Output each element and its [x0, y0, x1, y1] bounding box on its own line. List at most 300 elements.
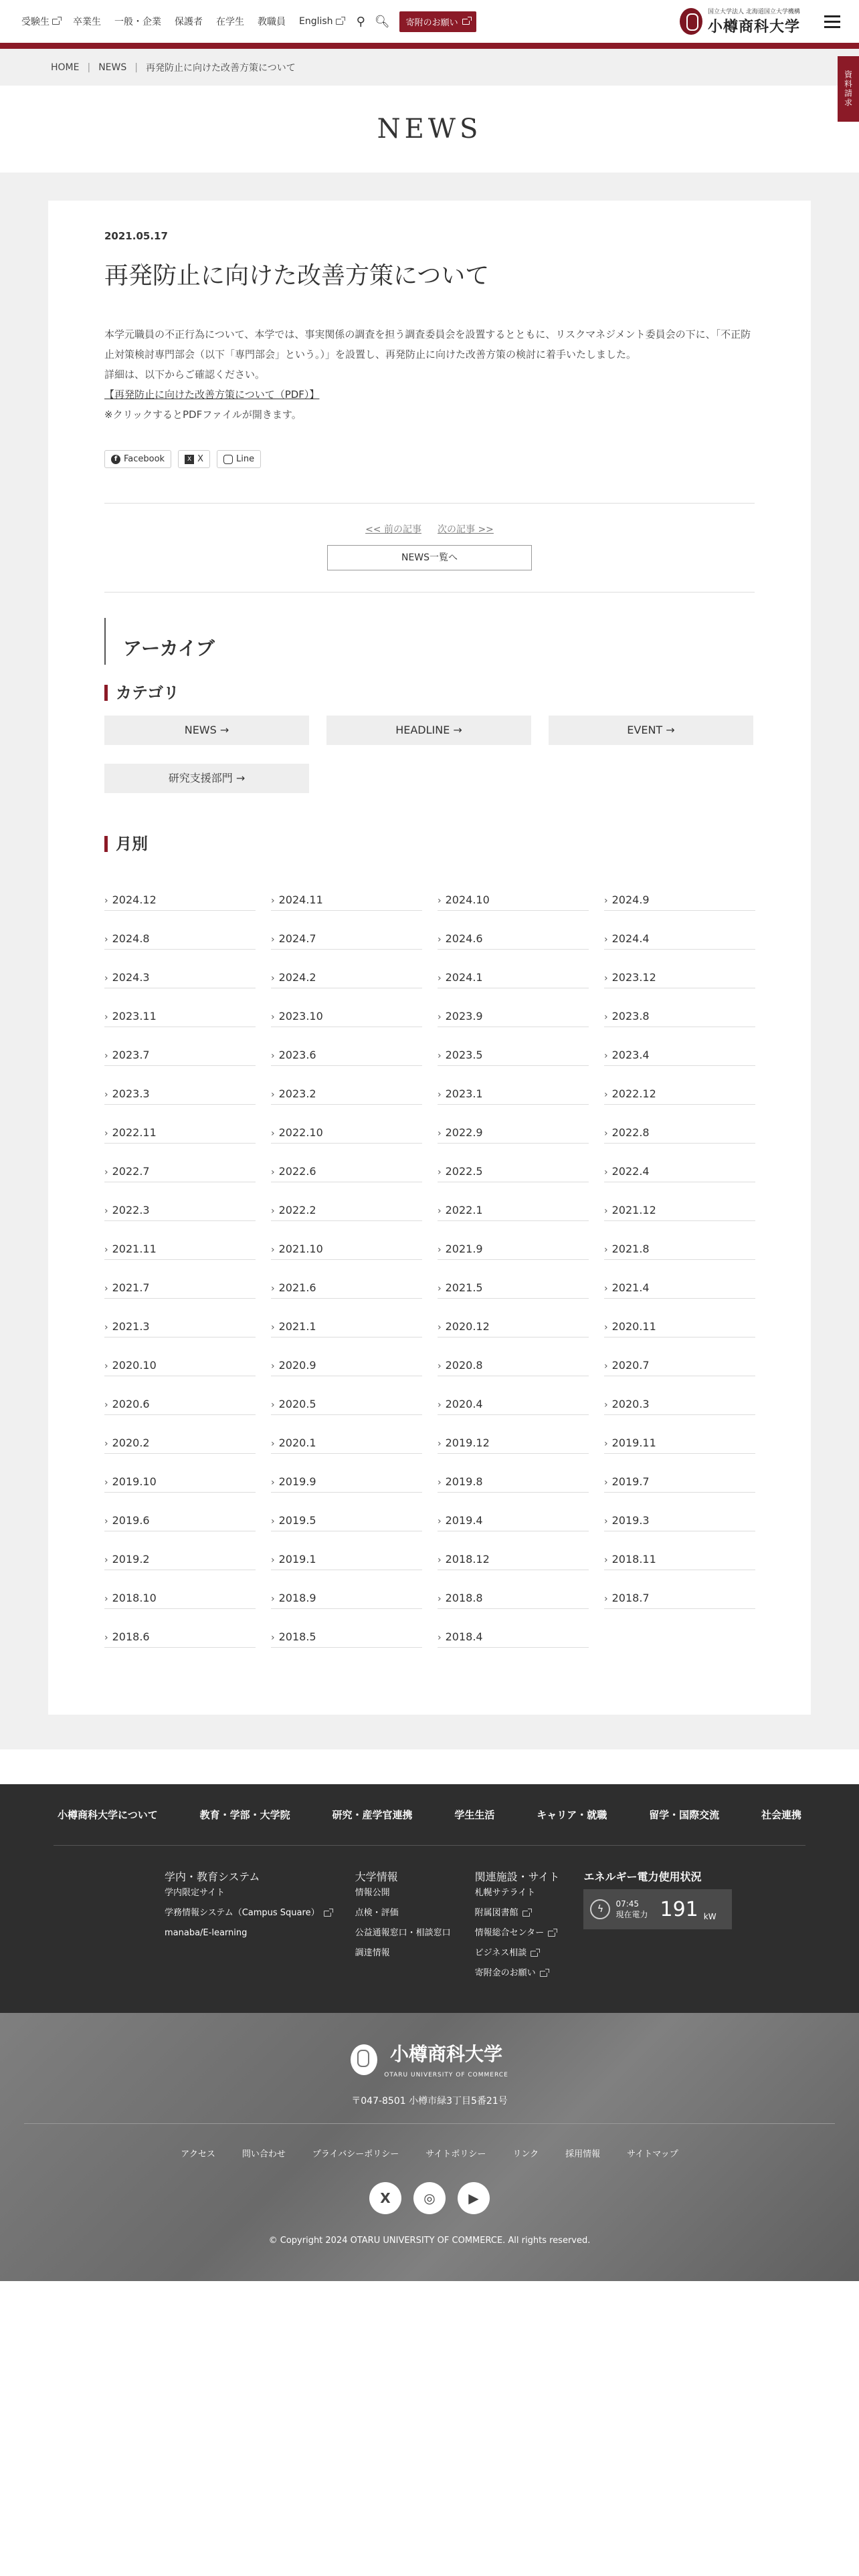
- month-label: 2020.9: [278, 1359, 316, 1372]
- chevron-right-icon: ›: [104, 1516, 108, 1527]
- month-label: 2021.11: [112, 1243, 157, 1255]
- month-link[interactable]: [604, 1531, 755, 1570]
- month-label: 2018.5: [278, 1630, 316, 1643]
- chevron-right-icon: ›: [104, 1322, 108, 1333]
- share-facebook-button[interactable]: [104, 450, 171, 468]
- month-label: 2021.8: [611, 1243, 650, 1255]
- month-link[interactable]: [104, 1531, 256, 1570]
- month-label: 2019.3: [611, 1514, 650, 1527]
- footer-link-label: 学務情報システム（Campus Square）: [165, 1908, 320, 1918]
- month-link[interactable]: [604, 1299, 755, 1337]
- month-label: 2023.6: [278, 1049, 316, 1061]
- footer-link[interactable]: [355, 1888, 451, 1899]
- month-link[interactable]: [104, 1609, 256, 1648]
- nav-item-2[interactable]: [114, 15, 161, 28]
- donate-label: 寄附のお願い: [405, 17, 458, 28]
- month-label: 2019.11: [611, 1436, 656, 1449]
- chevron-right-icon: ›: [104, 1012, 108, 1023]
- month-link[interactable]: [271, 1531, 422, 1570]
- month-link[interactable]: [104, 1493, 256, 1531]
- month-link[interactable]: [104, 1182, 256, 1221]
- month-label: 2021.10: [278, 1243, 323, 1255]
- request-materials-tab[interactable]: 資料請求: [838, 56, 859, 122]
- month-link[interactable]: [271, 872, 422, 911]
- month-label: 2024.10: [445, 893, 490, 906]
- donate-button[interactable]: [399, 11, 476, 32]
- month-label: 2020.8: [445, 1359, 483, 1372]
- energy-widget: [583, 1868, 732, 2013]
- footer-link-label: manaba/E-learning: [165, 1928, 248, 1938]
- month-link[interactable]: [604, 950, 755, 988]
- footer-link[interactable]: [355, 1928, 451, 1939]
- category-list: [104, 716, 755, 793]
- article-paragraph: 本学元職員の不正行為について、本学では、事実関係の調査を担う調査委員会を設置するとともに、リスクマネジメント委員会の下に、「不正防止対策検討専門部会（以下「専門部会」という。）」を設置し、再発防止に向けた改善方策の検討に着手いたしました。: [104, 328, 751, 360]
- month-link[interactable]: [604, 1415, 755, 1454]
- footer-nav-item[interactable]: 学生生活: [454, 1809, 495, 1821]
- month-link[interactable]: [438, 1609, 589, 1648]
- chevron-right-icon: ›: [271, 1555, 275, 1566]
- youtube-icon[interactable]: ▶: [458, 2182, 490, 2214]
- chevron-right-icon: ›: [604, 973, 608, 984]
- month-label: 2019.8: [445, 1475, 483, 1488]
- footer-bottom-link[interactable]: 問い合わせ: [242, 2149, 286, 2159]
- category-button[interactable]: [104, 764, 309, 793]
- footer-link[interactable]: [475, 1888, 560, 1899]
- share-line-label: Line: [236, 454, 255, 464]
- month-label: 2020.5: [278, 1398, 316, 1410]
- footer-bottom-link[interactable]: アクセス: [181, 2149, 215, 2159]
- chevron-right-icon: ›: [104, 1206, 108, 1216]
- chevron-right-icon: ›: [604, 1128, 608, 1139]
- facebook-icon: f: [111, 455, 120, 464]
- month-link[interactable]: [438, 1221, 589, 1260]
- month-link[interactable]: [438, 1454, 589, 1493]
- footer-nav-item[interactable]: キャリア・就職: [537, 1809, 607, 1821]
- logo-subtitle: 国立大学法人 北海道国立大学機構: [707, 9, 800, 15]
- month-link[interactable]: [438, 872, 589, 911]
- external-link-icon: [540, 1971, 547, 1977]
- category-button[interactable]: [326, 716, 531, 745]
- month-label: 2023.2: [278, 1087, 316, 1100]
- footer-nav: [54, 1784, 805, 1846]
- footer-bottom-link[interactable]: プライバシーポリシー: [312, 2149, 399, 2159]
- month-label: 2023.12: [611, 971, 656, 984]
- month-label: 2019.6: [112, 1514, 150, 1527]
- month-link[interactable]: [271, 1454, 422, 1493]
- chevron-right-icon: ›: [271, 1438, 275, 1449]
- month-link[interactable]: [604, 988, 755, 1027]
- month-label: 2021.7: [112, 1281, 150, 1294]
- footer-bottom-link[interactable]: リンク: [512, 2149, 539, 2159]
- footer-divider: [24, 2123, 835, 2124]
- month-label: 2018.12: [445, 1553, 490, 1566]
- chevron-right-icon: ›: [438, 973, 442, 984]
- chevron-right-icon: ›: [271, 1012, 275, 1023]
- month-label: 2022.3: [112, 1204, 150, 1216]
- category-button[interactable]: [549, 716, 753, 745]
- month-link[interactable]: [438, 1260, 589, 1299]
- month-link[interactable]: [604, 1260, 755, 1299]
- month-link[interactable]: [271, 1260, 422, 1299]
- audience-nav: [21, 15, 357, 28]
- footer-logo-title: 小樽商科大学: [389, 2043, 502, 2065]
- nav-item-label: 教職員: [258, 17, 286, 27]
- month-label: 2020.4: [445, 1398, 483, 1410]
- chevron-right-icon: ›: [104, 1089, 108, 1100]
- chevron-right-icon: ›: [271, 895, 275, 906]
- month-label: 2022.12: [611, 1087, 656, 1100]
- month-link[interactable]: [271, 1376, 422, 1415]
- month-link[interactable]: [604, 1337, 755, 1376]
- chevron-right-icon: ›: [438, 1555, 442, 1566]
- chevron-right-icon: ›: [104, 1632, 108, 1643]
- chevron-right-icon: ›: [104, 1594, 108, 1604]
- monthly-heading: 月別: [104, 836, 755, 852]
- menu-icon[interactable]: [824, 15, 840, 28]
- month-label: 2019.7: [611, 1475, 650, 1488]
- month-link[interactable]: [438, 1182, 589, 1221]
- month-link[interactable]: [438, 1144, 589, 1182]
- month-link[interactable]: [271, 950, 422, 988]
- chevron-right-icon: ›: [604, 1594, 608, 1604]
- month-link[interactable]: [271, 1493, 422, 1531]
- month-link[interactable]: [271, 1066, 422, 1105]
- month-link[interactable]: [604, 911, 755, 950]
- chevron-right-icon: ›: [104, 1128, 108, 1139]
- month-label: 2022.10: [278, 1126, 323, 1139]
- main-content: [0, 173, 859, 1749]
- x-icon[interactable]: X: [369, 2182, 401, 2214]
- month-link[interactable]: [604, 1454, 755, 1493]
- month-label: 2023.3: [112, 1087, 150, 1100]
- news-list-button[interactable]: NEWS一覧へ: [327, 545, 532, 570]
- month-label: 2023.9: [445, 1010, 483, 1023]
- nav-item-3[interactable]: [175, 15, 203, 28]
- month-label: 2021.9: [445, 1243, 483, 1255]
- month-link[interactable]: [271, 1105, 422, 1144]
- map-pin-icon[interactable]: ⚲: [356, 14, 365, 29]
- chevron-right-icon: ›: [438, 895, 442, 906]
- month-link[interactable]: [604, 1105, 755, 1144]
- chevron-right-icon: ›: [604, 1555, 608, 1566]
- arrow-right-icon: →: [232, 772, 246, 784]
- external-link-icon: [324, 1911, 331, 1917]
- footer-link[interactable]: [355, 1948, 451, 1959]
- university-seal-icon: [680, 8, 702, 35]
- month-link[interactable]: [104, 872, 256, 911]
- footer-link[interactable]: [475, 1928, 560, 1939]
- chevron-right-icon: ›: [271, 1516, 275, 1527]
- footer-link[interactable]: [475, 1968, 560, 1979]
- chevron-right-icon: ›: [604, 1051, 608, 1061]
- footer-bottom-link[interactable]: サイトポリシー: [425, 2149, 486, 2159]
- month-link[interactable]: [438, 1376, 589, 1415]
- month-link[interactable]: [438, 1027, 589, 1066]
- chevron-right-icon: ›: [438, 1632, 442, 1643]
- month-label: 2020.1: [278, 1436, 316, 1449]
- nav-item-1[interactable]: [73, 15, 101, 28]
- month-label: 2019.9: [278, 1475, 316, 1488]
- footer-top: [0, 1784, 859, 2013]
- chevron-right-icon: ›: [271, 1245, 275, 1255]
- month-label: 2019.2: [112, 1553, 150, 1566]
- month-label: 2018.4: [445, 1630, 483, 1643]
- month-link[interactable]: [271, 1415, 422, 1454]
- nav-item-label: 卒業生: [73, 17, 101, 27]
- month-link[interactable]: [104, 1337, 256, 1376]
- pdf-link[interactable]: 【再発防止に向けた改善方策について（PDF）】: [104, 389, 320, 401]
- chevron-right-icon: ›: [604, 1361, 608, 1372]
- month-link[interactable]: [104, 988, 256, 1027]
- month-label: 2022.8: [611, 1126, 650, 1139]
- month-link[interactable]: [438, 950, 589, 988]
- month-label: 2021.5: [445, 1281, 483, 1294]
- footer-links: [0, 2147, 859, 2159]
- top-bar: [0, 0, 859, 43]
- nav-item-label: 在学生: [216, 17, 244, 27]
- chevron-right-icon: ›: [438, 1245, 442, 1255]
- month-label: 2020.11: [611, 1320, 656, 1333]
- month-link[interactable]: [271, 1609, 422, 1648]
- month-label: 2023.11: [112, 1010, 157, 1023]
- article-pager: [104, 503, 755, 593]
- month-label: 2024.1: [445, 971, 483, 984]
- instagram-icon[interactable]: ◎: [413, 2182, 446, 2214]
- external-link-icon: [522, 1911, 530, 1917]
- external-link-icon: [548, 1931, 555, 1937]
- month-link[interactable]: [271, 988, 422, 1027]
- article-body: [104, 324, 755, 425]
- next-article-link[interactable]: 次の記事 >>: [438, 524, 494, 535]
- footer-logo-subtitle: OTARU UNIVERSITY OF COMMERCE: [384, 2072, 508, 2078]
- nav-item-5[interactable]: [258, 15, 286, 28]
- month-link[interactable]: [604, 1144, 755, 1182]
- footer-link[interactable]: [355, 1908, 451, 1919]
- month-link[interactable]: [604, 1493, 755, 1531]
- footer-link[interactable]: [475, 1948, 560, 1959]
- month-link[interactable]: [604, 1570, 755, 1609]
- nav-item-4[interactable]: [216, 15, 244, 28]
- month-link[interactable]: [438, 1066, 589, 1105]
- site-footer: [0, 1784, 859, 2281]
- nav-item-label: 保護者: [175, 17, 203, 27]
- month-link[interactable]: [271, 1221, 422, 1260]
- chevron-right-icon: ›: [271, 1167, 275, 1178]
- share-buttons: [104, 450, 755, 468]
- month-link[interactable]: [271, 1299, 422, 1337]
- month-label: 2024.12: [112, 893, 157, 906]
- month-label: 2021.3: [112, 1320, 150, 1333]
- footer-bottom-link[interactable]: 採用情報: [565, 2149, 601, 2159]
- nav-item-0[interactable]: [21, 15, 60, 28]
- month-label: 2018.7: [611, 1592, 650, 1604]
- external-link-icon: [462, 19, 470, 25]
- month-label: 2019.1: [278, 1553, 316, 1566]
- nav-item-label: 受験生: [21, 17, 50, 27]
- address: 〒047-8501 小樽市緑3丁目5番21号: [351, 2096, 508, 2107]
- logo-title: 小樽商科大学: [707, 19, 800, 35]
- month-link[interactable]: [438, 988, 589, 1027]
- chevron-right-icon: ›: [271, 1400, 275, 1410]
- energy-box[interactable]: [583, 1889, 732, 1929]
- month-link[interactable]: [438, 1531, 589, 1570]
- chevron-right-icon: ›: [604, 1089, 608, 1100]
- article-note: ※クリックするとPDFファイルが開きます。: [104, 409, 302, 421]
- chevron-right-icon: ›: [271, 1128, 275, 1139]
- month-link[interactable]: [104, 1221, 256, 1260]
- chevron-right-icon: ›: [604, 1477, 608, 1488]
- month-link[interactable]: [438, 1570, 589, 1609]
- breadcrumb: [0, 49, 859, 86]
- share-facebook-label: Facebook: [124, 454, 165, 464]
- chevron-right-icon: ›: [604, 934, 608, 945]
- month-link[interactable]: [104, 1066, 256, 1105]
- chevron-right-icon: ›: [104, 1245, 108, 1255]
- footer-link-label: 札幌サテライト: [474, 1888, 536, 1898]
- month-link[interactable]: [104, 1027, 256, 1066]
- arrow-right-icon: →: [216, 724, 229, 736]
- month-label: 2022.11: [112, 1126, 157, 1139]
- footer-nav-item[interactable]: 小樽商科大学について: [58, 1809, 158, 1821]
- month-label: 2023.5: [445, 1049, 483, 1061]
- footer-bottom-link[interactable]: サイトマップ: [627, 2149, 678, 2159]
- month-link[interactable]: [438, 1337, 589, 1376]
- month-label: 2024.7: [278, 932, 316, 945]
- month-link[interactable]: [604, 1066, 755, 1105]
- month-link[interactable]: [604, 872, 755, 911]
- footer-bottom: [0, 2013, 859, 2281]
- month-link[interactable]: [604, 1376, 755, 1415]
- month-label: 2020.10: [112, 1359, 157, 1372]
- breadcrumb-news[interactable]: NEWS: [98, 62, 127, 73]
- category-button[interactable]: [104, 716, 309, 745]
- month-link[interactable]: [104, 1299, 256, 1337]
- chevron-right-icon: ›: [438, 1128, 442, 1139]
- nav-item-label: English: [299, 16, 333, 27]
- chevron-right-icon: ›: [604, 895, 608, 906]
- footer-link[interactable]: [475, 1908, 560, 1919]
- chevron-right-icon: ›: [604, 1283, 608, 1294]
- chevron-right-icon: ›: [438, 1322, 442, 1333]
- chevron-right-icon: ›: [604, 1012, 608, 1023]
- month-link[interactable]: [104, 1105, 256, 1144]
- chevron-right-icon: ›: [271, 1632, 275, 1643]
- month-link[interactable]: [104, 1260, 256, 1299]
- university-seal-icon: [351, 2044, 377, 2075]
- university-logo[interactable]: [680, 7, 800, 36]
- chevron-right-icon: ›: [438, 934, 442, 945]
- footer-nav-item[interactable]: 研究・産学官連携: [332, 1809, 413, 1821]
- nav-item-6[interactable]: [299, 16, 343, 27]
- month-label: 2021.6: [278, 1281, 316, 1294]
- month-label: 2021.12: [611, 1204, 656, 1216]
- footer-link[interactable]: [165, 1928, 331, 1939]
- month-link[interactable]: [438, 1299, 589, 1337]
- chevron-right-icon: ›: [271, 1477, 275, 1488]
- month-link[interactable]: [438, 1493, 589, 1531]
- page-header: [0, 86, 859, 173]
- month-label: 2024.11: [278, 893, 323, 906]
- footer-link[interactable]: [165, 1888, 331, 1899]
- chevron-right-icon: ›: [271, 973, 275, 984]
- footer-column-facilities: [475, 1868, 560, 2013]
- month-link[interactable]: [271, 1182, 422, 1221]
- chevron-right-icon: ›: [104, 1400, 108, 1410]
- month-link[interactable]: [104, 950, 256, 988]
- chevron-right-icon: ›: [438, 1089, 442, 1100]
- category-label: 研究支援部門: [168, 772, 233, 784]
- chevron-right-icon: ›: [438, 1400, 442, 1410]
- chevron-right-icon: ›: [604, 1322, 608, 1333]
- chevron-right-icon: ›: [271, 1051, 275, 1061]
- month-link[interactable]: [604, 1221, 755, 1260]
- footer-nav-item[interactable]: 留学・国際交流: [649, 1809, 720, 1821]
- month-link[interactable]: [438, 1415, 589, 1454]
- x-icon: X: [185, 455, 194, 464]
- footer-logo[interactable]: [351, 2040, 508, 2079]
- footer-nav-item[interactable]: 社会連携: [761, 1809, 801, 1821]
- share-x-button[interactable]: [178, 450, 210, 468]
- month-link[interactable]: [104, 911, 256, 950]
- search-icon[interactable]: 🔍︎: [374, 14, 390, 29]
- month-label: 2019.5: [278, 1514, 316, 1527]
- month-label: 2024.2: [278, 971, 316, 984]
- breadcrumb-separator: |: [87, 62, 91, 73]
- month-link[interactable]: [604, 1182, 755, 1221]
- footer-link-label: 情報公開: [355, 1888, 390, 1898]
- month-link[interactable]: [271, 1027, 422, 1066]
- page-title: NEWS: [377, 114, 482, 144]
- category-label: HEADLINE: [395, 724, 450, 736]
- month-link[interactable]: [438, 911, 589, 950]
- breadcrumb-separator: |: [134, 62, 138, 73]
- monthly-archive-list: [104, 872, 755, 1648]
- footer-link[interactable]: [165, 1908, 331, 1919]
- archive-heading: アーカイブ: [104, 618, 755, 665]
- month-link[interactable]: [104, 1454, 256, 1493]
- chevron-right-icon: ›: [271, 1283, 275, 1294]
- month-link[interactable]: [438, 1105, 589, 1144]
- month-label: 2022.7: [112, 1165, 150, 1178]
- footer-link-label: 寄附金のお願い: [474, 1968, 536, 1978]
- breadcrumb-home[interactable]: HOME: [51, 62, 80, 73]
- month-label: 2018.10: [112, 1592, 157, 1604]
- month-label: 2023.4: [611, 1049, 650, 1061]
- month-label: 2020.7: [611, 1359, 650, 1372]
- footer-link-label: 附属図書館: [474, 1908, 518, 1918]
- share-line-button[interactable]: [217, 450, 261, 468]
- footer-column-heading: 大学情報: [355, 1870, 398, 1883]
- prev-article-link[interactable]: << 前の記事: [365, 524, 421, 535]
- footer-nav-item[interactable]: 教育・学部・大学院: [199, 1809, 290, 1821]
- month-link[interactable]: [271, 911, 422, 950]
- month-label: 2019.4: [445, 1514, 483, 1527]
- month-link[interactable]: [271, 1570, 422, 1609]
- chevron-right-icon: ›: [104, 895, 108, 906]
- month-link[interactable]: [104, 1570, 256, 1609]
- footer-column-heading: 学内・教育システム: [165, 1870, 260, 1883]
- month-link[interactable]: [104, 1415, 256, 1454]
- month-link[interactable]: [104, 1144, 256, 1182]
- month-link[interactable]: [271, 1337, 422, 1376]
- month-label: 2022.5: [445, 1165, 483, 1178]
- footer-link-label: 学内限定サイト: [165, 1888, 225, 1898]
- month-link[interactable]: [604, 1027, 755, 1066]
- arrow-right-icon: →: [662, 724, 675, 736]
- chevron-right-icon: ›: [604, 1438, 608, 1449]
- month-link[interactable]: [271, 1144, 422, 1182]
- month-link[interactable]: [104, 1376, 256, 1415]
